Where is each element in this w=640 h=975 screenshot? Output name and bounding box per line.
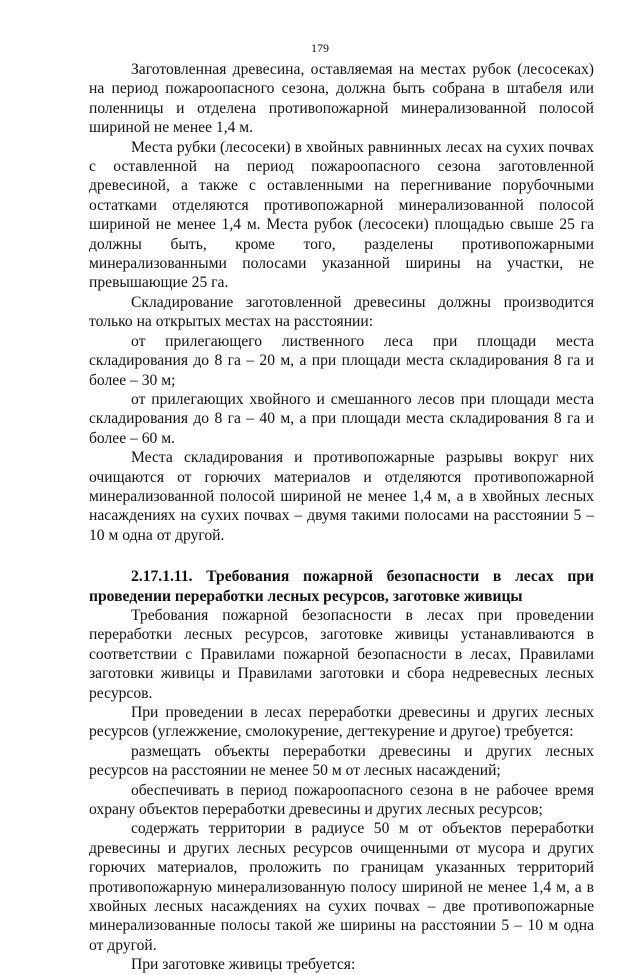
list-paragraph: обеспечивать в период пожароопасного сезона в не рабочее время охрану объектов переработки древесины и других лесных ресурсов; xyxy=(89,781,594,819)
paragraph: Места рубки (лесосеки) в хвойных равнинных лесах на сухих почвах с оставленной на период пожароопасного сезона заготовленной древесиной, а также с оставленными на перегнивание порубочными остатками отделяются противопожарной минерализованной полосой шириной не менее 1,4 м. Места рубок (лесосеки) площадью свыше 25 га должны быть, кроме того, разделены противопожарными минерализованными полосами указанной ширины на участки, не превышающие 25 га. xyxy=(89,138,594,292)
document-body xyxy=(89,60,594,975)
paragraph: Места складирования и противопожарные разрывы вокруг них очищаются от горючих материалов и отделяются противопожарной минерализованной полосой шириной не менее 1,4 м, а в хвойных лесных насаждениях на сухих почвах – двумя такими полосами на расстоянии 5 – 10 м одна от другой. xyxy=(89,449,594,544)
list-paragraph: от прилегающих хвойного и смешанного лесов при площади места складирования до 8 га – 40 м, а при площади места складирования 8 га и более – 60 м. xyxy=(89,390,594,447)
paragraph: При заготовке живицы требуется: xyxy=(131,956,356,974)
list-paragraph: размещать объекты переработки древесины и других лесных ресурсов на расстоянии не менее 50 м от лесных насаждений; xyxy=(89,742,594,780)
section-heading: 2.17.1.11. Требования пожарной безопасности в лесах при проведении переработки лесных ресурсов, заготовке живицы xyxy=(89,568,594,605)
paragraph: Складирование заготовленной древесины должны производится только на открытых местах на расстоянии: xyxy=(89,293,594,331)
list-paragraph: от прилегающего лиственного леса при площади места складирования до 8 га – 20 м, а при площади места складирования 8 га и более – 30 м; xyxy=(89,332,594,389)
paragraph: При проведении в лесах переработки древесины и других лесных ресурсов (углежжение, смолокурение, дегтекурение и другое) требуется: xyxy=(89,704,594,741)
page-number: 179 xyxy=(311,41,329,55)
list-paragraph: содержать территории в радиусе 50 м от объектов переработки древесины и других лесных ресурсов очищенными от мусора и других горючих материалов, проложить по границам указанных территорий противопожарную минерализованную полосу шириной не менее 1,4 м, а в хвойных лесных насаждениях на сухих почвах – две противопожарные минерализованные полосы такой же ширины на расстоянии 5 – 10 м одна от другой. xyxy=(89,820,594,954)
paragraph: Заготовленная древесина, оставляемая на местах рубок (лесосеках) на период пожароопасного сезона, должна быть собрана в штабеля или поленницы и отделена противопожарной минерализованной полосой шириной не менее 1,4 м. xyxy=(89,61,594,137)
paragraph: Требования пожарной безопасности в лесах при проведении переработки лесных ресурсов, заготовке живицы устанавливаются в соответствии с Правилами пожарной безопасности в лесах, Правилами заготовки живицы и Правилами заготовки и сбора недревесных лесных ресурсов. xyxy=(89,606,594,702)
